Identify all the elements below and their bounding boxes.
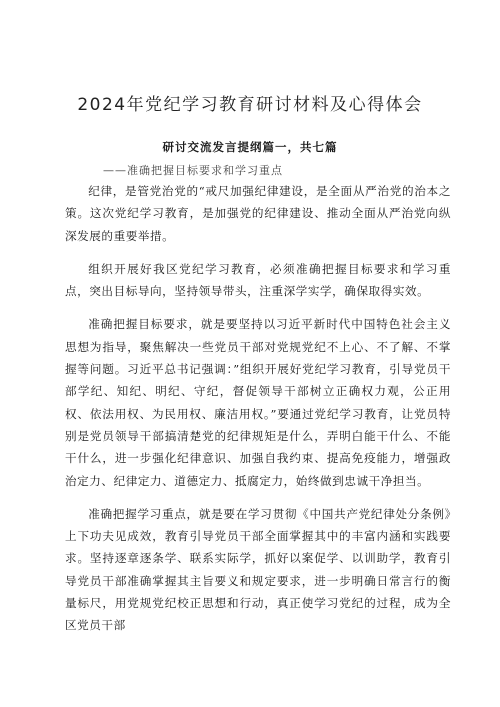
body-paragraph: 准确把握学习重点，就是要在学习贯彻《中国共产党纪律处分条例》上下功夫见成效，教育引导党员干部全面掌握其中的丰富内涵和实践要求。坚持逐章逐条学、联系实际学，抓好以案促学、以训助学，教育引导党员干部准确掌握其主旨要义和规定要求，进一步明确日常言行的衡量标尺，用党规党纪校正思想和行动，真正使学习党纪的过程，成为全区党员干部 (65, 506, 451, 633)
body-paragraph: 纪律，是管党治党的“戒尺加强纪律建设，是全面从严治党的治本之策。这次党纪学习教育，是加强党的纪律建设、推动全面从严治党向纵深发展的重要举措。 (65, 184, 451, 243)
document-title: 2024年党纪学习教育研讨材料及心得体会 (77, 95, 423, 115)
body-paragraph: 组织开展好我区党纪学习教育，必须准确把握目标要求和学习重点，突出目标导向，坚持领导带头，注重深学实学，确保取得实效。 (65, 261, 451, 299)
document-subtitle: 研讨交流发言提纲篇一，共七篇 (162, 140, 338, 154)
document-subsubtitle: ——准确把握目标要求和学习重点 (103, 164, 283, 177)
document-body (65, 180, 451, 637)
body-paragraph: 准确把握目标要求，就是要坚持以习近平新时代中国特色社会主义思想为指导，聚焦解决一些党员干部对党规党纪不上心、不了解、不掌握等问题。习近平总书记强调：”组织开展好党纪学习教育，引导党员干部学纪、知纪、明纪、守纪，督促领导干部树立正确权力观，公正用权、依法用权、为民用权、廉洁用权。”要通过党纪学习教育，让党员特别是党员领导干部搞清楚党的纪律规矩是什么，弄明白能干什么、不能干什么，进一步强化纪律意识、加强自我约束、提高免疫能力，增强政治定力、纪律定力、道德定力、抵腐定力，始终做到忠诚干净担当。 (65, 317, 451, 488)
